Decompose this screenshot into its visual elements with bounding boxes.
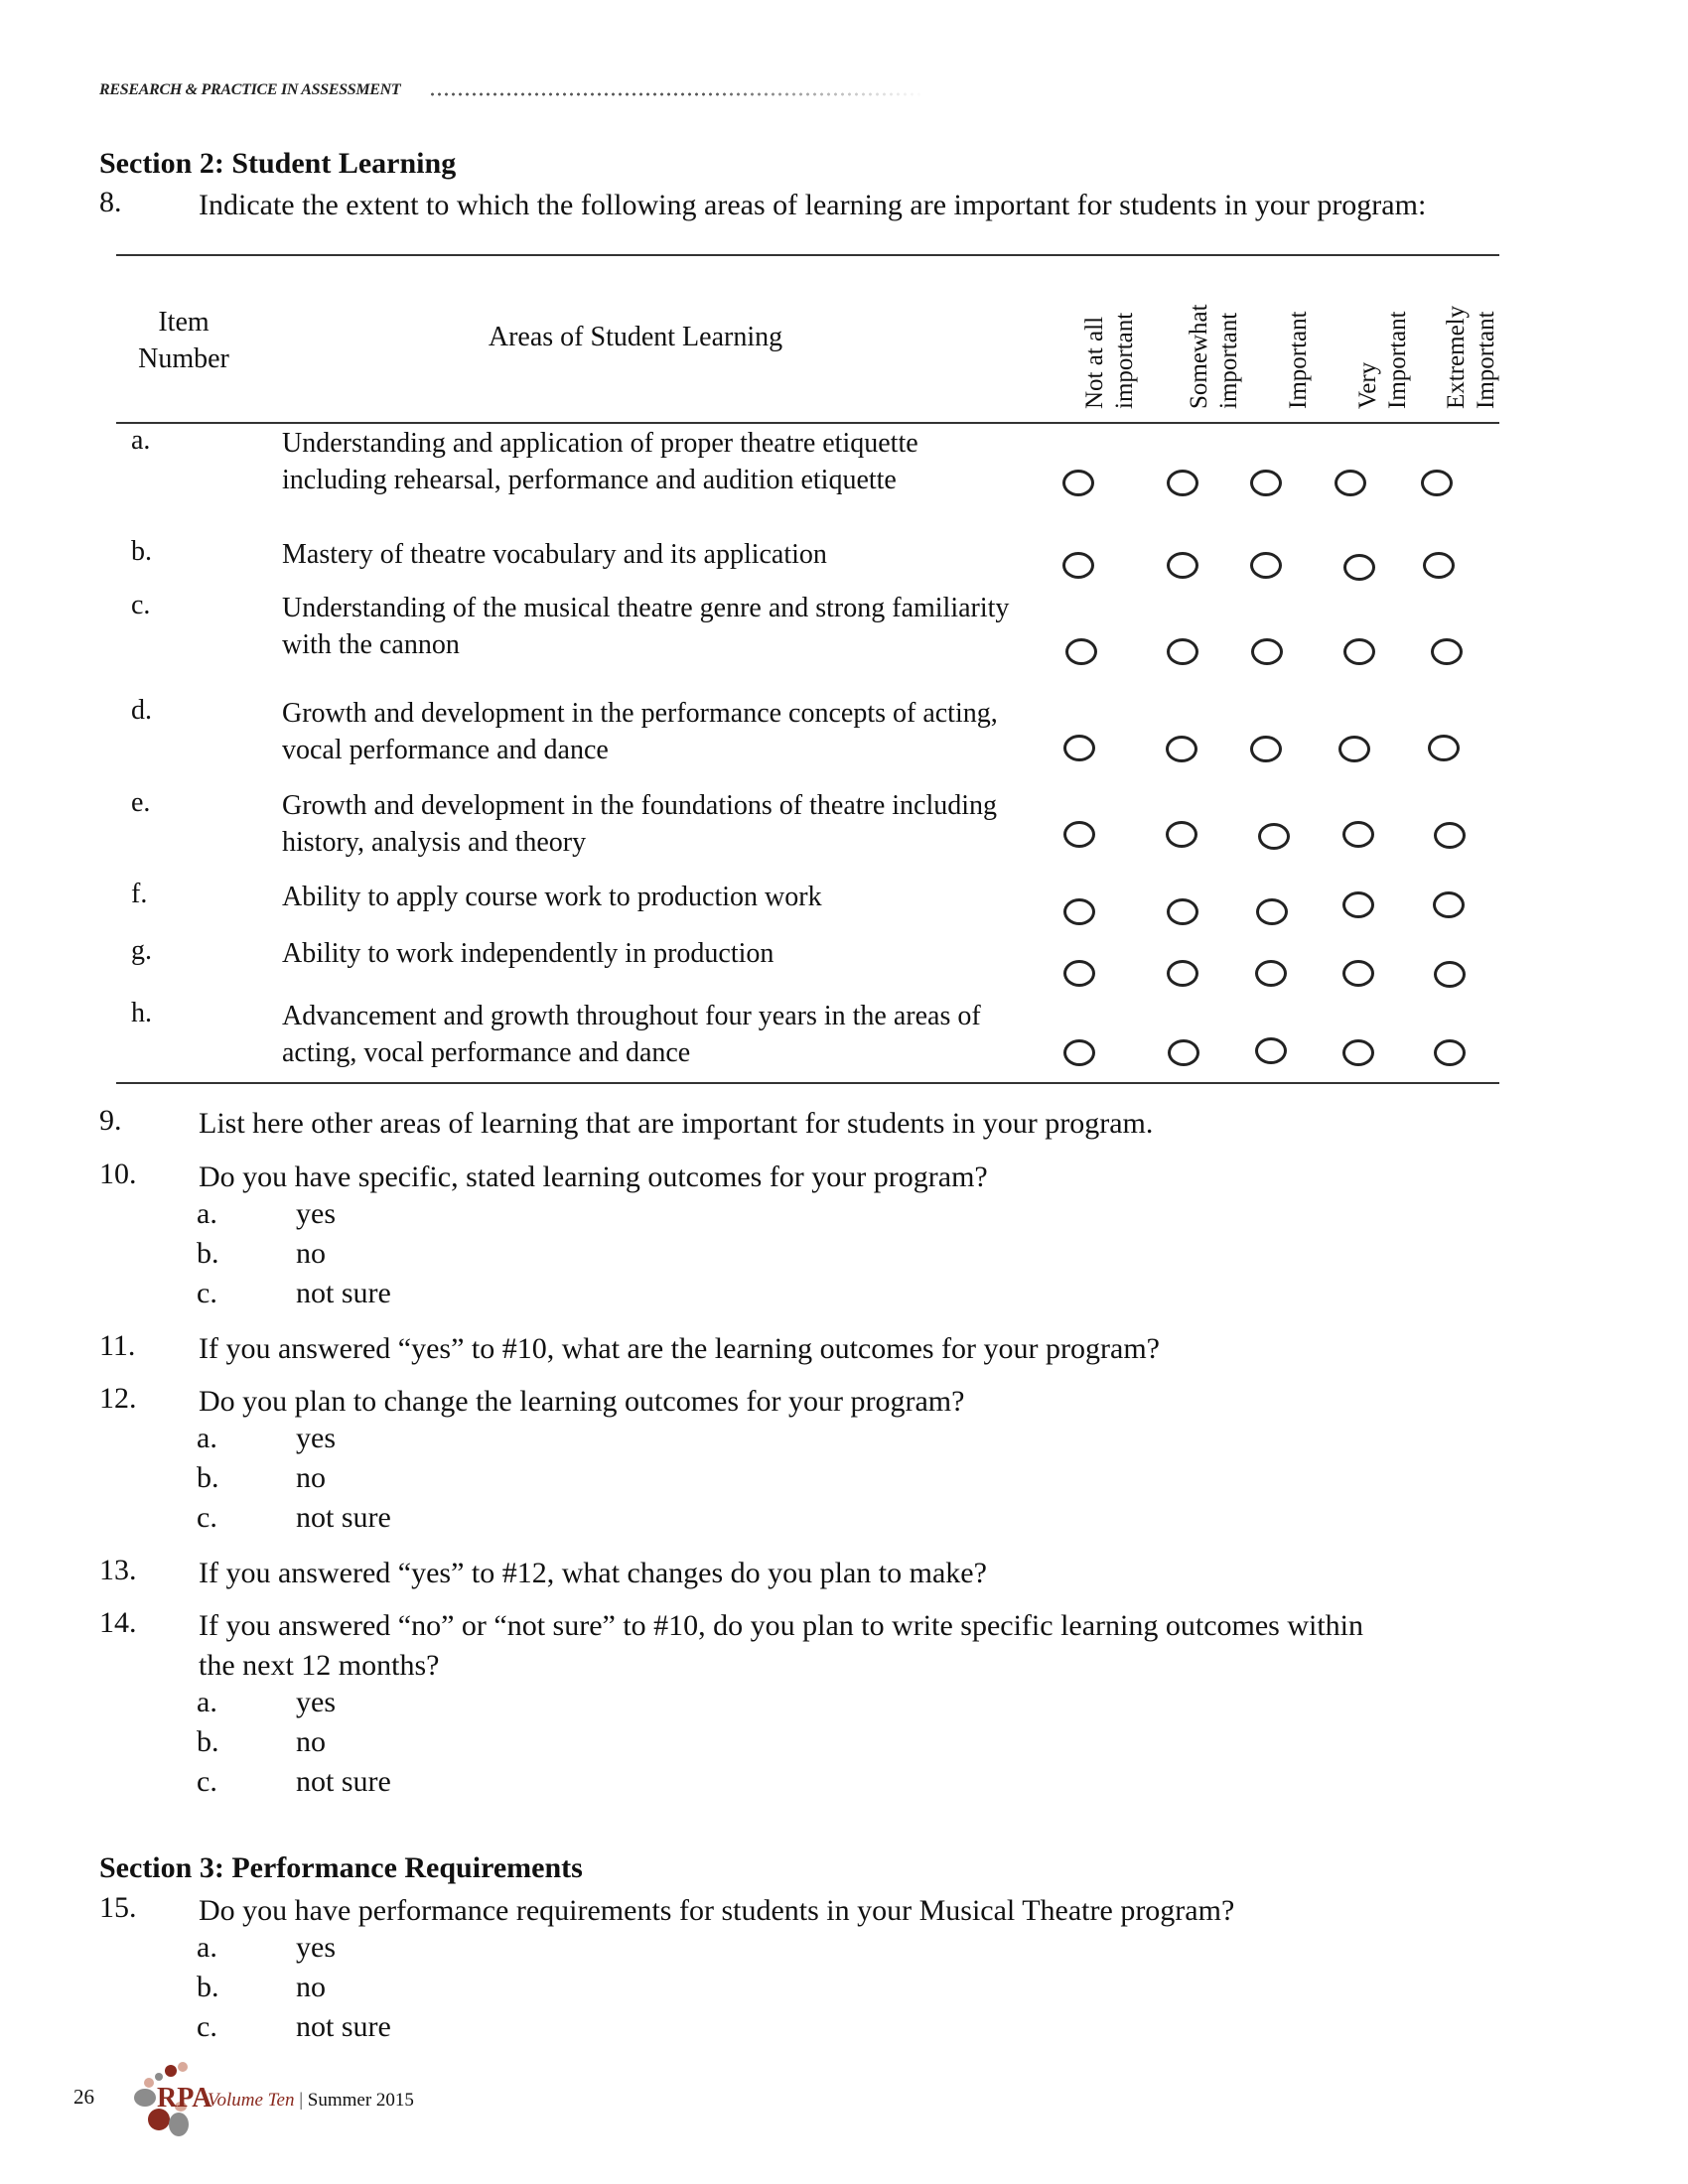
radio-somewhat-important[interactable] <box>1167 898 1198 925</box>
question-text: If you answered “yes” to #10, what are the learning outcomes for your program? <box>199 1332 1160 1365</box>
row-text: Advancement and growth throughout four years in the areas of acting, vocal performance and dance <box>282 1001 981 1068</box>
radio-very-important[interactable] <box>1342 960 1374 987</box>
radio-extremely-important[interactable] <box>1434 1039 1466 1066</box>
radio-somewhat-important[interactable] <box>1166 821 1197 848</box>
question-number: 13. <box>99 1554 137 1586</box>
question-text: Do you have performance requirements for students in your Musical Theatre program? <box>199 1894 1235 1927</box>
radio-not-at-all-important[interactable] <box>1063 1039 1095 1066</box>
radio-extremely-important[interactable] <box>1434 961 1466 988</box>
radio-very-important[interactable] <box>1342 891 1374 918</box>
volume-label: Volume Ten <box>208 2090 295 2111</box>
question-text-line-2: the next 12 months? <box>199 1649 440 1682</box>
row-text: Understanding and application of proper theatre etiquette including rehearsal, performance and audition etiquette <box>282 428 918 495</box>
row-letter: e. <box>131 787 151 818</box>
radio-important[interactable] <box>1251 638 1283 665</box>
question-number: 8. <box>99 186 122 218</box>
row-text: Ability to apply course work to production work <box>282 882 822 912</box>
question-13 <box>99 1554 1609 1593</box>
logo-text: RPA <box>157 2083 212 2114</box>
row-letter: d. <box>131 695 152 726</box>
issue-label: Summer 2015 <box>307 2090 414 2111</box>
table-top-rule <box>116 254 1499 256</box>
radio-extremely-important[interactable] <box>1421 470 1453 496</box>
row-letter: a. <box>131 425 151 456</box>
question-text: If you answered “yes” to #12, what changes do you plan to make? <box>199 1557 987 1589</box>
issue-line <box>208 2090 414 2112</box>
question-text-line-1: If you answered “no” or “not sure” to #10, do you plan to write specific learning outcomes within <box>199 1609 1364 1642</box>
row-letter: g. <box>131 935 152 966</box>
separator: | <box>299 2090 304 2111</box>
radio-extremely-important[interactable] <box>1431 638 1463 665</box>
question-number: 15. <box>99 1891 137 1924</box>
running-header <box>99 79 834 103</box>
scale-header-extremely-important: Extremely Important <box>1443 305 1499 409</box>
question-text: Indicate the extent to which the following areas of learning are important for students in your program: <box>199 189 1427 221</box>
radio-important[interactable] <box>1255 960 1287 987</box>
radio-very-important[interactable] <box>1335 470 1366 496</box>
radio-somewhat-important[interactable] <box>1167 638 1198 665</box>
running-header-dots <box>429 92 925 96</box>
row-text: Ability to work independently in production <box>282 938 774 969</box>
row-letter: b. <box>131 536 152 567</box>
radio-extremely-important[interactable] <box>1433 891 1465 918</box>
scale-header-not-at-all-important: Not at all important <box>1081 312 1138 409</box>
radio-extremely-important[interactable] <box>1428 735 1460 761</box>
document-page: RESEARCH & PRACTICE IN ASSESSMENT Section 2: Student Learning 8. Indicate the extent to which the following areas of learning are important for students in your program: Item Number Areas of Student Learning Not at all important Somewhat important Important Very Important Extremely Important a. Understanding and application of proper theatre etiquette including rehearsal, performance and audition etiquette b. Mastery of theatre vocabulary and its application c. Understanding of the musical theatre genre and strong familiarity with the cannon d. Growth and development in the performance concepts of acting, vocal performance and dance e. Growth and development in the foundations of theatre including history, analysis and theory f. Ability to apply course work to production work g. Ability to work independently in production h. Advancement and growth throughout four years in the areas of acting, vocal performance and dance 9. List here other areas of learning that are important for students in your program. 10. Do you have specific, stated learning outcomes for your program? a. yes b. no c. not sure 11. If you answered “yes” to #10, what are the learning outcomes for your program? 12. Do you plan to change the learning outcomes for your program? a. yes b. no c. not sure 13. If you answered “yes” to #12, what changes do you plan to make? 14. If you answered “no” or “not sure” to #10, do you plan to write specific learning outcomes within the next 12 months? a. yes b. no c. not sure Section 3: Performance Requirements 15. Do you have performance requirements for students in your Musical Theatre program? a. yes b. no c. not sure 26 RPA Volume Ten | Summer 2015 <box>0 0 1688 2184</box>
section-2-heading: Section 2: Student Learning <box>99 147 457 180</box>
running-header-text: RESEARCH & PRACTICE IN ASSESSMENT <box>99 81 401 98</box>
question-number: 14. <box>99 1606 137 1639</box>
question-14 <box>99 1606 1609 1686</box>
radio-very-important[interactable] <box>1342 1039 1374 1066</box>
radio-not-at-all-important[interactable] <box>1065 638 1097 665</box>
question-text: Do you have specific, stated learning outcomes for your program? <box>199 1160 988 1193</box>
radio-somewhat-important[interactable] <box>1168 1039 1199 1066</box>
radio-important[interactable] <box>1255 1037 1287 1064</box>
radio-somewhat-important[interactable] <box>1167 470 1198 496</box>
row-text: Growth and development in the foundations of theatre including history, analysis and theory <box>282 790 998 858</box>
row-text: Understanding of the musical theatre genre and strong familiarity with the cannon <box>282 593 1010 660</box>
radio-not-at-all-important[interactable] <box>1062 552 1094 579</box>
question-11 <box>99 1329 1609 1369</box>
radio-somewhat-important[interactable] <box>1166 736 1197 762</box>
question-10 <box>99 1158 1609 1197</box>
question-text: List here other areas of learning that are important for students in your program. <box>199 1107 1154 1140</box>
scale-header-important: Important <box>1285 311 1312 409</box>
radio-not-at-all-important[interactable] <box>1063 735 1095 761</box>
radio-extremely-important[interactable] <box>1434 822 1466 849</box>
table-header-rule <box>116 422 1499 424</box>
radio-not-at-all-important[interactable] <box>1063 821 1095 848</box>
row-letter: f. <box>131 879 148 909</box>
question-12 <box>99 1382 1609 1422</box>
section-3-heading: Section 3: Performance Requirements <box>99 1851 583 1884</box>
column-header-item-number: Item Number <box>138 307 229 374</box>
radio-very-important[interactable] <box>1343 554 1375 581</box>
question-number: 11. <box>99 1329 136 1362</box>
page-footer <box>70 2055 467 2144</box>
radio-very-important[interactable] <box>1342 821 1374 848</box>
radio-important[interactable] <box>1250 552 1282 579</box>
column-header-areas: Areas of Student Learning <box>488 322 783 352</box>
radio-important[interactable] <box>1258 823 1290 850</box>
page-number: 26 <box>73 2085 94 2109</box>
radio-important[interactable] <box>1256 898 1288 925</box>
row-text: Mastery of theatre vocabulary and its application <box>282 539 827 570</box>
radio-not-at-all-important[interactable] <box>1063 898 1095 925</box>
radio-very-important[interactable] <box>1343 638 1375 665</box>
question-text: Do you plan to change the learning outcomes for your program? <box>199 1385 965 1418</box>
question-number: 12. <box>99 1382 137 1415</box>
row-letter: c. <box>131 590 151 620</box>
radio-important[interactable] <box>1250 470 1282 496</box>
radio-somewhat-important[interactable] <box>1167 960 1198 987</box>
question-15 <box>99 1891 1609 1931</box>
radio-important[interactable] <box>1250 736 1282 762</box>
radio-very-important[interactable] <box>1338 736 1370 762</box>
radio-not-at-all-important[interactable] <box>1063 960 1095 987</box>
radio-extremely-important[interactable] <box>1423 552 1455 579</box>
question-9 <box>99 1104 1609 1144</box>
question-8 <box>99 186 1609 225</box>
radio-not-at-all-important[interactable] <box>1062 470 1094 496</box>
row-letter: h. <box>131 998 152 1028</box>
radio-somewhat-important[interactable] <box>1167 552 1198 579</box>
row-text: Growth and development in the performance concepts of acting, vocal performance and dance <box>282 698 998 765</box>
scale-header-somewhat-important: Somewhat important <box>1186 304 1242 409</box>
scale-header-very-important: Very Important <box>1354 311 1411 409</box>
question-number: 9. <box>99 1104 122 1137</box>
table-bottom-rule <box>116 1082 1499 1084</box>
question-number: 10. <box>99 1158 137 1190</box>
